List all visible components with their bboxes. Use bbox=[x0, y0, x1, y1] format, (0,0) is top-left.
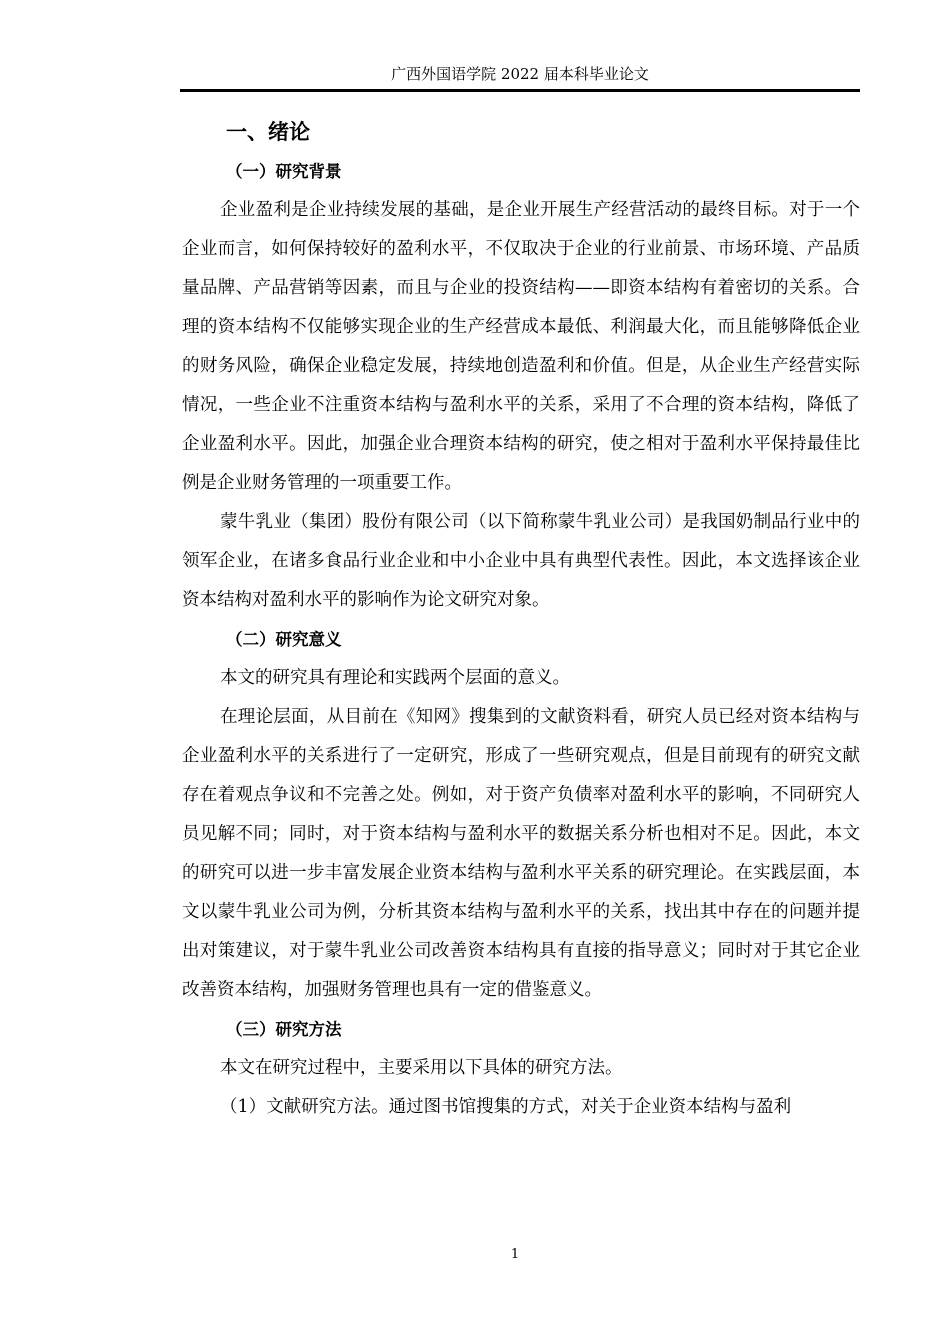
section-heading-methods: （三）研究方法 bbox=[226, 1020, 342, 1039]
page-body bbox=[182, 112, 860, 1127]
running-header: 广西外国语学院 2022 届本科毕业论文 bbox=[391, 65, 649, 83]
body-paragraph: 本文在研究过程中，主要采用以下具体的研究方法。 bbox=[220, 1058, 623, 1078]
body-paragraph: 企业盈利是企业持续发展的基础，是企业开展生产经营活动的最终目标。对于一个企业而言，如何保持较好的盈利水平，不仅取决于企业的行业前景、市场环境、产品质量品牌、产品营销等因素，而且与企业的投资结构——即资本结构有着密切的关系。合理的资本结构不仅能够实现企业的生产经营成本最低、利润最大化，而且能够降低企业的财务风险，确保企业稳定发展，持续地创造盈利和价值。但是，从企业生产经营实际情况，一些企业不注重资本结构与盈利水平的关系，采用了不合理的资本结构，降低了企业盈利水平。因此，加强企业合理资本结构的研究，使之相对于盈利水平保持最佳比例是企业财务管理的一项重要工作。 bbox=[182, 200, 860, 493]
section-heading-background: （一）研究背景 bbox=[226, 162, 342, 181]
body-paragraph: 本文的研究具有理论和实践两个层面的意义。 bbox=[220, 668, 570, 688]
page-number: 1 bbox=[510, 1247, 520, 1262]
body-paragraph: 蒙牛乳业（集团）股份有限公司（以下简称蒙牛乳业公司）是我国奶制品行业中的领军企业，在诸多食品行业企业和中小企业中具有典型代表性。因此，本文选择该企业资本结构对盈利水平的影响作为论文研究对象。 bbox=[182, 512, 860, 610]
chapter-title: 一、绪论 bbox=[226, 120, 310, 144]
body-paragraph: 在理论层面，从目前在《知网》搜集到的文献资料看，研究人员已经对资本结构与企业盈利水平的关系进行了一定研究，形成了一些研究观点，但是目前现有的研究文献存在着观点争议和不完善之处。例如，对于资产负债率对盈利水平的影响，不同研究人员见解不同；同时，对于资本结构与盈利水平的数据关系分析也相对不足。因此，本文的研究可以进一步丰富发展企业资本结构与盈利水平关系的研究理论。在实践层面，本文以蒙牛乳业公司为例，分析其资本结构与盈利水平的关系，找出其中存在的问题并提出对策建议，对于蒙牛乳业公司改善资本结构具有直接的指导意义；同时对于其它企业改善资本结构，加强财务管理也具有一定的借鉴意义。 bbox=[182, 707, 860, 1000]
section-heading-significance: （二）研究意义 bbox=[226, 630, 342, 649]
header-rule bbox=[180, 89, 860, 92]
body-paragraph: （1）文献研究方法。通过图书馆搜集的方式，对关于企业资本结构与盈利 bbox=[220, 1097, 792, 1117]
